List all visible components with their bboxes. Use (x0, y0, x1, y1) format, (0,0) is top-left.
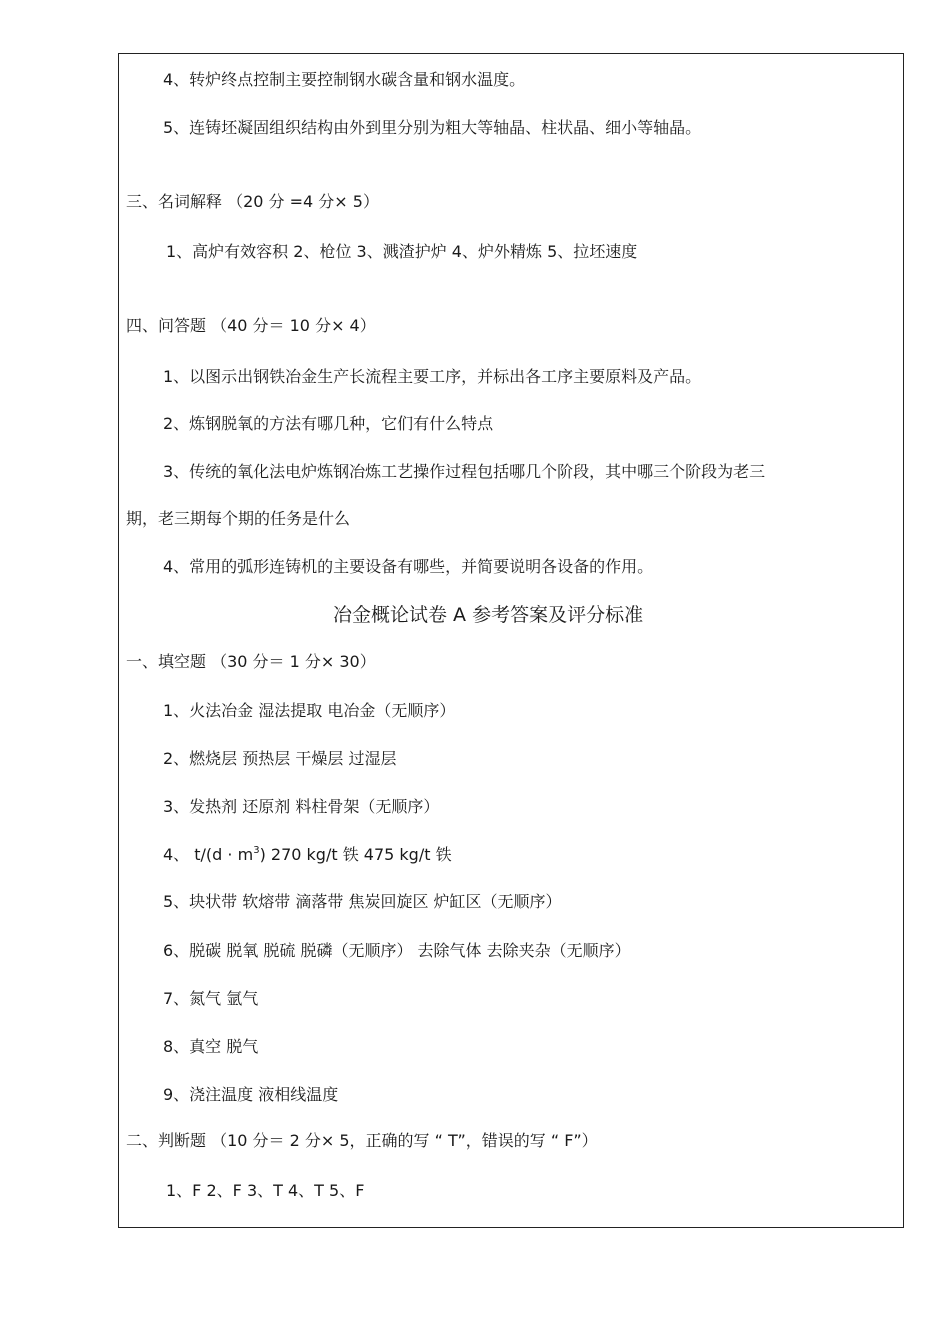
question-3-line-2: 期，老三期每个期的任务是什么 (126, 509, 351, 528)
answer-4-superscript: 3 (253, 845, 260, 856)
answer-4 (163, 845, 452, 865)
question-1: 1、以图示出钢铁冶金生产长流程主要工序，并标出各工序主要原料及产品。 (163, 367, 702, 386)
question-4: 4、常用的弧形连铸机的主要设备有哪些，并简要说明各设备的作用。 (163, 557, 654, 576)
question-3-line-1: 3、传统的氧化法电炉炼钢冶炼工艺操作过程包括哪几个阶段，其中哪三个阶段为老三 (163, 462, 766, 481)
judge-answers: 1、F 2、F 3、T 4、T 5、F (166, 1181, 365, 1200)
answer-1: 1、火法冶金 湿法提取 电冶金（无顺序） (163, 701, 456, 720)
answer-4-suffix: ) 270 kg/t 铁 475 kg/t 铁 (259, 845, 452, 864)
answer-2: 2、燃烧层 预热层 干燥层 过湿层 (163, 749, 397, 768)
answer-6: 6、脱碳 脱氧 脱硫 脱磷（无顺序） 去除气体 去除夹杂（无顺序） (163, 941, 631, 960)
answer-key-title: 冶金概论试卷 A 参考答案及评分标准 (333, 604, 644, 626)
statement-5: 5、连铸坯凝固组织结构由外到里分别为粗大等轴晶、柱状晶、细小等轴晶。 (163, 118, 702, 137)
section-heading-terms: 三、名词解释 （20 分 =4 分× 5） (126, 192, 379, 211)
question-2: 2、炼钢脱氧的方法有哪几种，它们有什么特点 (163, 414, 494, 433)
answers-judge-heading: 二、判断题 （10 分＝ 2 分× 5，正确的写 “ T”，错误的写 “ F”） (126, 1131, 598, 1150)
statement-4: 4、转炉终点控制主要控制钢水碳含量和钢水温度。 (163, 70, 526, 89)
answer-4-prefix: 4、 t/(d · m (163, 845, 254, 864)
section-heading-questions: 四、问答题 （40 分＝ 10 分× 4） (126, 316, 376, 335)
answer-7: 7、氮气 氩气 (163, 989, 259, 1008)
answer-8: 8、真空 脱气 (163, 1037, 259, 1056)
terms-list: 1、高炉有效容积 2、枪位 3、溅渣护炉 4、炉外精炼 5、拉坯速度 (166, 242, 638, 261)
answer-9: 9、浇注温度 液相线温度 (163, 1085, 339, 1104)
answer-3: 3、发热剂 还原剂 料柱骨架（无顺序） (163, 797, 440, 816)
answer-5: 5、块状带 软熔带 滴落带 焦炭回旋区 炉缸区（无顺序） (163, 892, 562, 911)
answers-fill-heading: 一、填空题 （30 分＝ 1 分× 30） (126, 652, 376, 671)
